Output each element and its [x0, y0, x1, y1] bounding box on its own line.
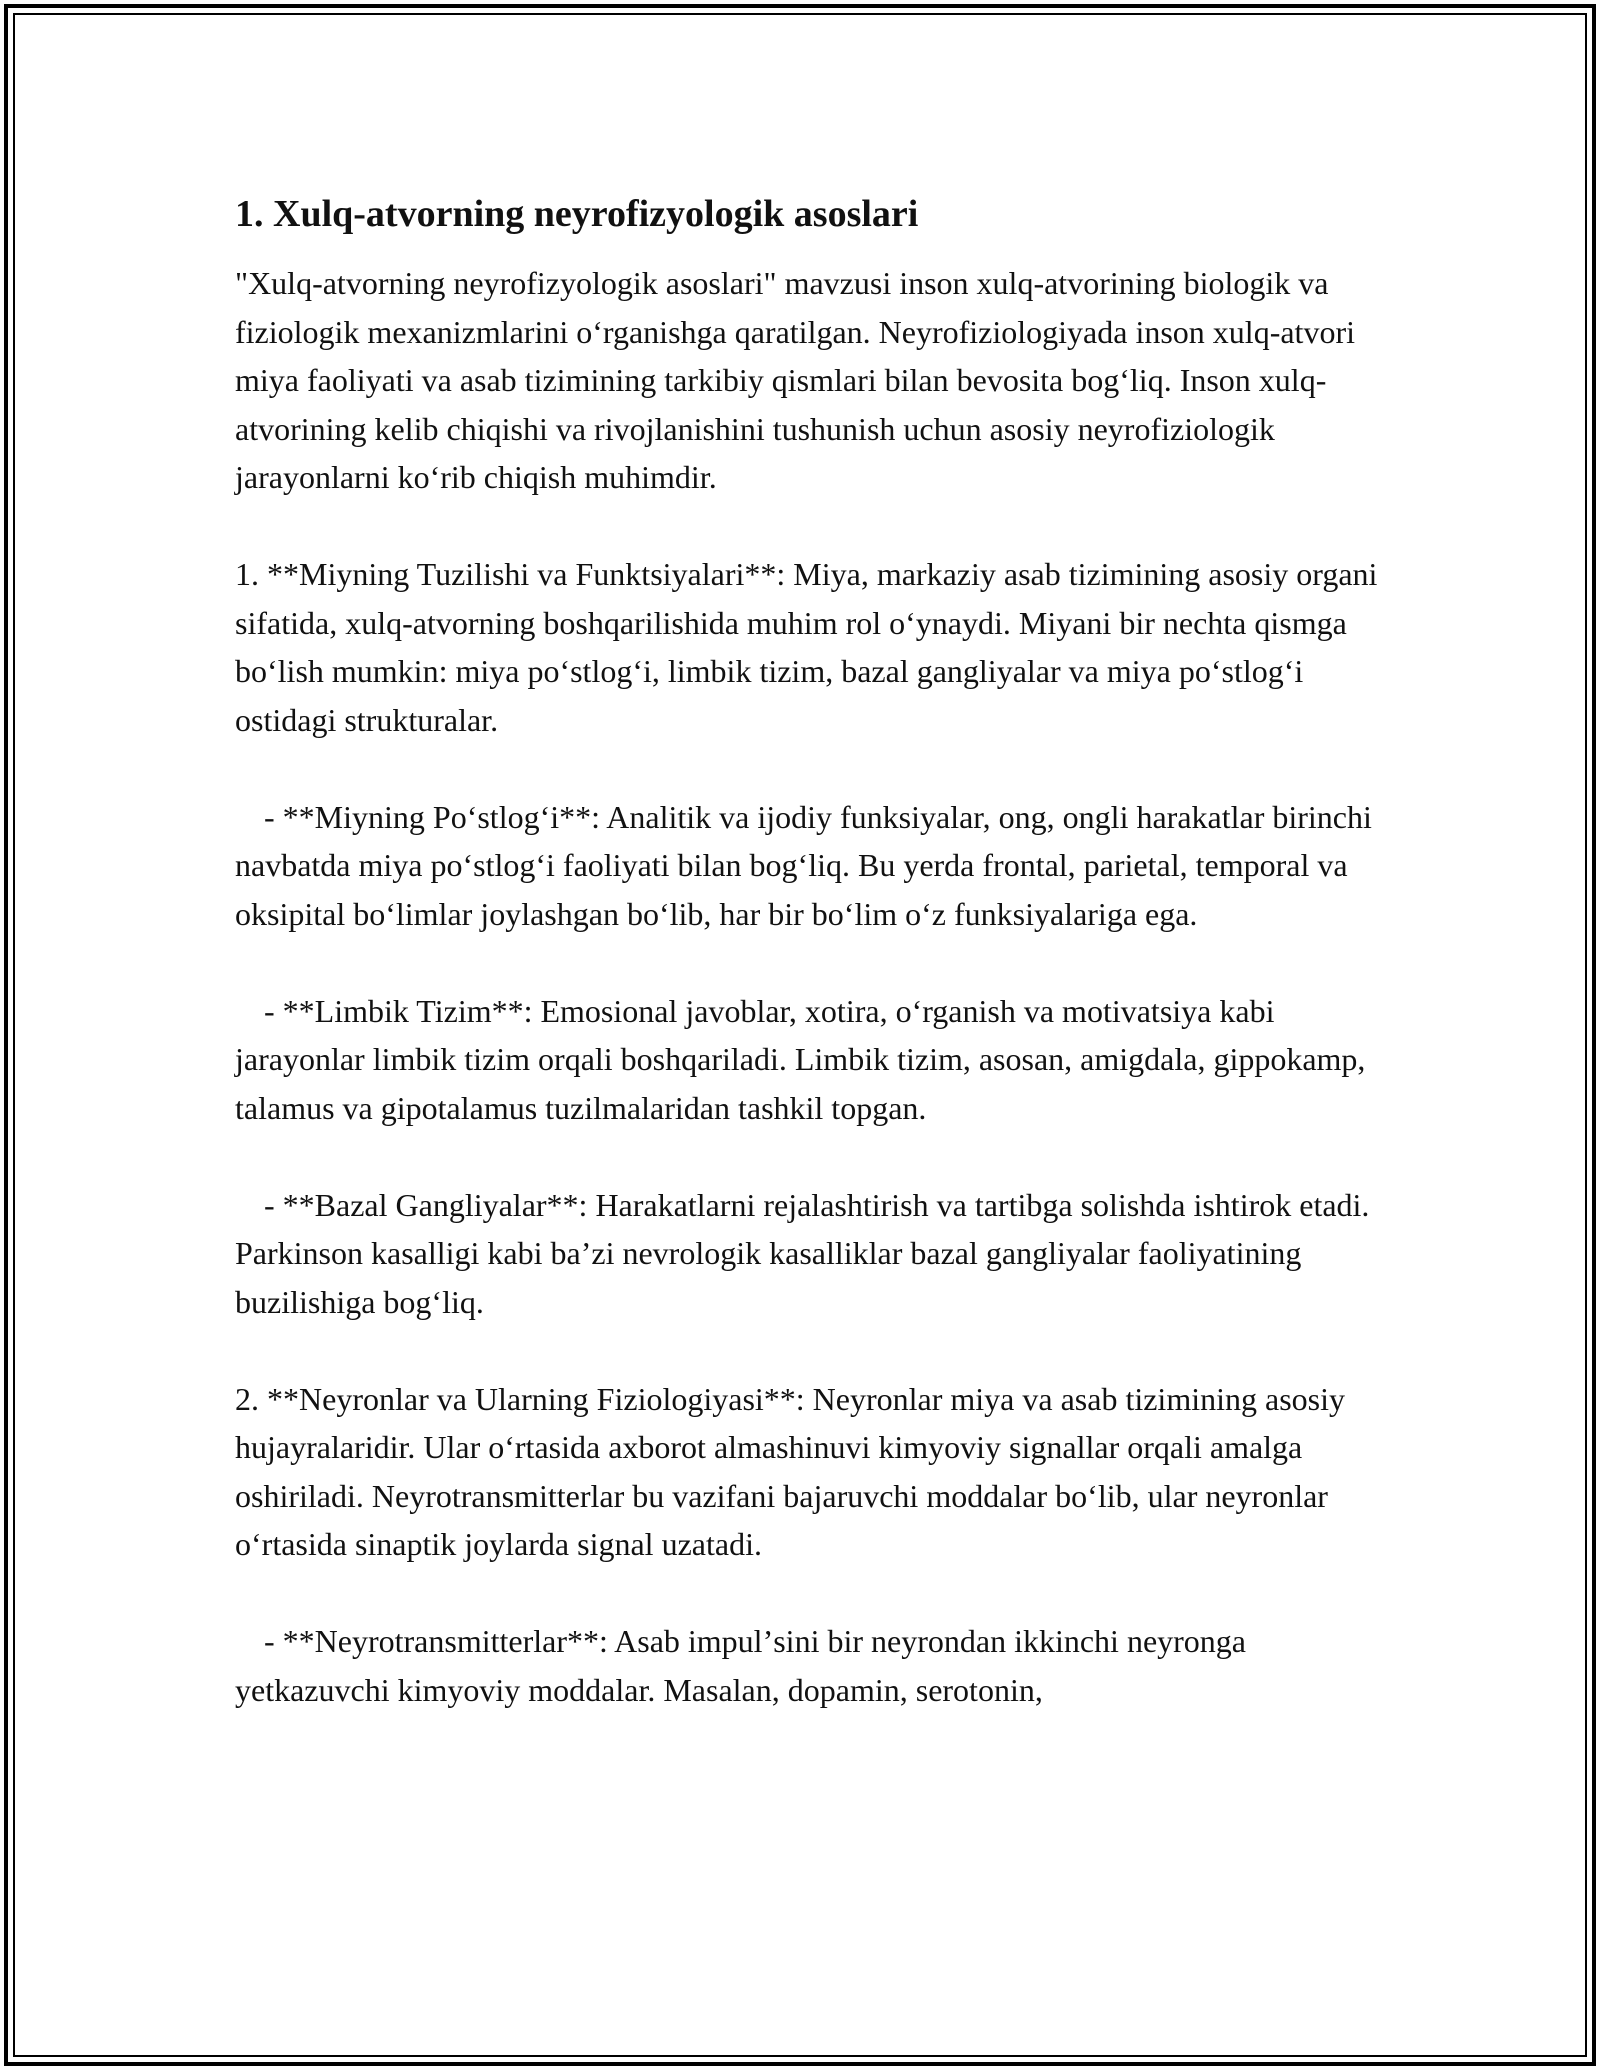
- section-brain-structure: 1. **Miyning Tuzilishi va Funktsiyalari**: Miya, markaziy asab tizimining asosiy organi sifatida, xulq-atvorning boshqarilishida muhim rol oʻynaydi. Miyani bir nechta qismga boʻlish mumkin: miya poʻstlogʻi, limbik tizim, bazal gangliyalar va miya poʻstlogʻi ostidagi strukturalar.: [235, 556, 1378, 738]
- subsection-limbic-system: - **Limbik Tizim**: Emosional javoblar, xotira, oʻrganish va motivatsiya kabi jarayonlar limbik tizim orqali boshqariladi. Limbik tizim, asosan, amigdala, gippokamp, talamus va gipotalamus tuzilmalaridan tashkil topgan.: [235, 992, 1366, 1126]
- document-body: [235, 187, 1380, 1763]
- document-title: 1. Xulq-atvorning neyrofizyologik asoslari: [235, 193, 919, 235]
- section-neurons: 2. **Neyronlar va Ularning Fiziologiyasi**: Neyronlar miya va asab tizimining asosiy hujayralaridir. Ular oʻrtasida axborot almashinuvi kimyoviy signallar orqali amalga oshiriladi. Neyrotransmitterlar bu vazifani bajaruvchi moddalar boʻlib, ular neyronlar oʻrtasida sinaptik joylarda signal uzatadi.: [235, 1380, 1345, 1562]
- subsection-neurotransmitters: - **Neyrotransmitterlar**: Asab impulʼsini bir neyrondan ikkinchi neyronga yetkazuvchi kimyoviy moddalar. Masalan, dopamin, serotonin,: [235, 1623, 1246, 1708]
- subsection-basal-ganglia: - **Bazal Gangliyalar**: Harakatlarni rejalashtirish va tartibga solishda ishtirok etadi. Parkinson kasalligi kabi baʼzi nevrologik kasalliklar bazal gangliyalar faoliyatining buzilishiga bogʻliq.: [235, 1186, 1370, 1320]
- subsection-cortex: - **Miyning Poʻstlogʻi**: Analitik va ijodiy funksiyalar, ong, ongli harakatlar birinchi navbatda miya poʻstlogʻi faoliyati bilan bogʻliq. Bu yerda frontal, parietal, temporal va oksipital boʻlimlar joylashgan boʻlib, har bir boʻlim oʻz funksiyalariga ega.: [235, 798, 1372, 932]
- intro-paragraph: "Xulq-atvorning neyrofizyologik asoslari" mavzusi inson xulq-atvorining biologik va fiziologik mexanizmlarini oʻrganishga qaratilgan. Neyrofiziologiyada inson xulq-atvori miya faoliyati va asab tizimining tarkibiy qismlari bilan bevosita bogʻliq. Inson xulq-atvorining kelib chiqishi va rivojlanishini tushunish uchun asosiy neyrofiziologik jarayonlarni koʻrib chiqish muhimdir.: [235, 265, 1355, 495]
